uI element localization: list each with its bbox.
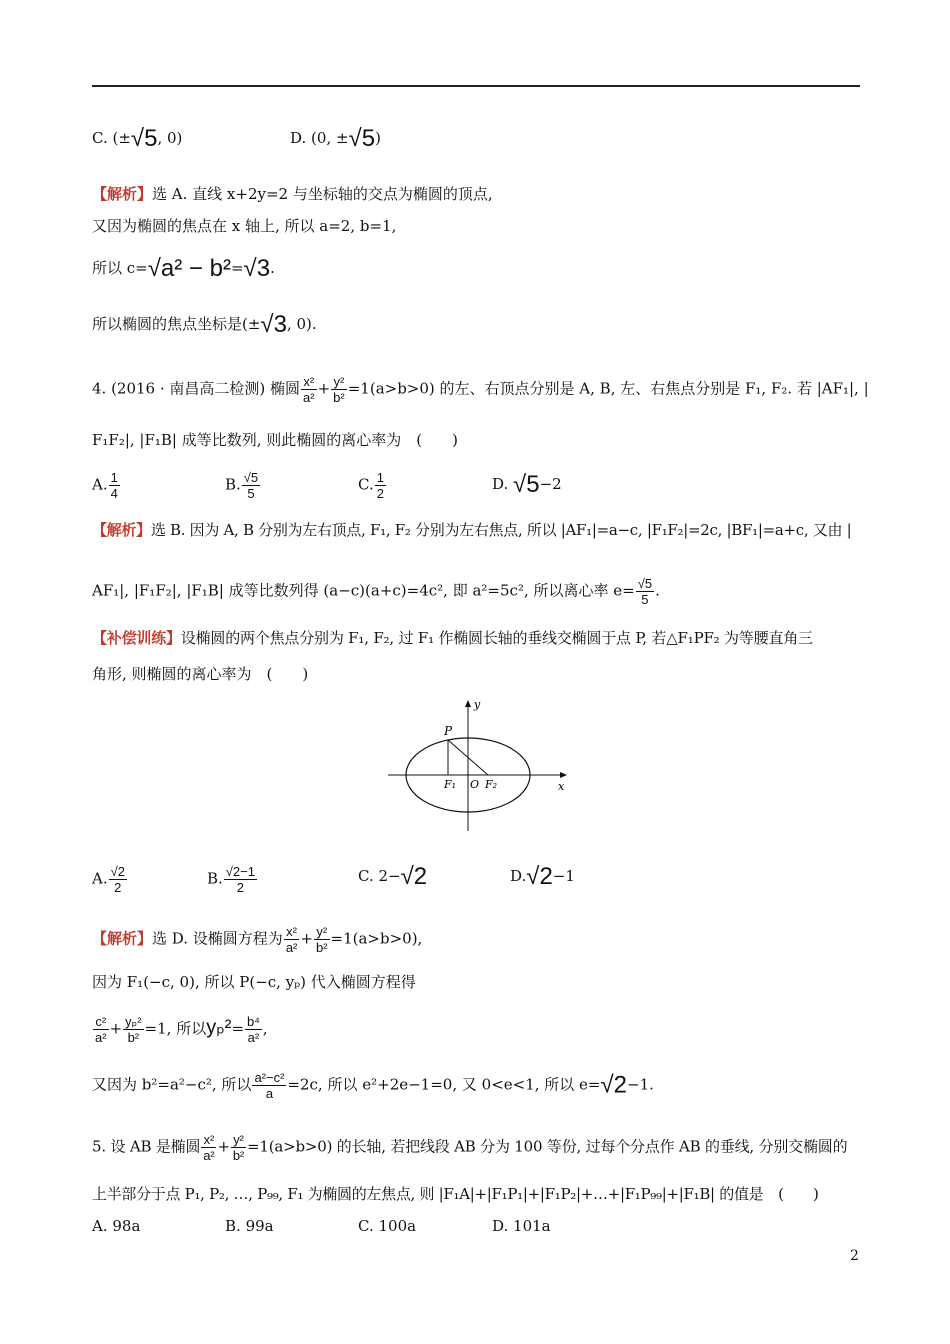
q3-analysis-line3: 所以 c=√a² − b²=√3. — [92, 255, 275, 282]
supp-analysis-line4: 又因为 b²=a²−c², 所以 $\frac{\text{a²−c²}}{a}$ =2c, 所以 e²+2e−1=0, 又 0<e<1, 所以 e=√2−1. — [92, 1070, 654, 1101]
q3-option-c: C. (±√5, 0) — [92, 125, 183, 152]
q5-option-d: D. 101a — [492, 1217, 551, 1235]
q3-analysis-line2: 又因为椭圆的焦点在 x 轴上, 所以 a=2, b=1, — [92, 217, 397, 235]
supp-option-a: A. $\frac{√2}{2}$ — [92, 864, 125, 895]
q5-stem-line2: 上半部分于点 P₁, P₂, …, P₉₉, F₁ 为椭圆的左焦点, 则 |F₁A|+|F₁P₁|+|F₁P₂|+…+|F₁P₉₉|+|F₁B| 的值是 ( ) — [92, 1185, 819, 1203]
supp-analysis-line3: $\frac{\text{c²}}{\text{a²}}$ + $\frac{\text{yₚ²}}{\text{b²}}$ =1, 所以yₚ²= $\frac{\text{b⁴}}{\text{a²}}$ , — [95, 1014, 268, 1045]
q3-analysis-line4: 所以椭圆的焦点坐标是(±√3, 0). — [92, 311, 317, 338]
q4-stem-line2: F₁F₂|, |F₁B| 成等比数列, 则此椭圆的离心率为 ( ) — [92, 431, 458, 449]
label-p: P — [444, 724, 453, 738]
ellipse-figure — [380, 695, 580, 835]
q3-analysis-line1: 【解析】选 A. 直线 x+2y=2 与坐标轴的交点为椭圆的顶点, — [92, 185, 493, 203]
supp-option-d: D.√2−1 — [510, 863, 575, 890]
q5-option-a: A. 98a — [92, 1217, 141, 1235]
q4-analysis-line1: 【解析】选 B. 因为 A, B 分别为左右顶点, F₁, F₂ 分别为左右焦点, 所以 |AF₁|=a−c, |F₁F₂|=2c, |BF₁|=a+c, 又由 | — [92, 521, 852, 539]
supp-analysis-line1: 【解析】选 D. 设椭圆方程为 $\frac{\text{x²}}{\text{a²}}$ + $\frac{\text{y²}}{\text{b²}}$ =1(a>b>0), — [92, 924, 423, 955]
header-rule — [92, 85, 860, 87]
q4-option-a: A. $\frac{1}{4}$ — [92, 470, 118, 501]
y-axis-arrow — [465, 700, 471, 707]
label-f1: F₁ — [444, 778, 457, 791]
q5-option-b: B. 99a — [225, 1217, 274, 1235]
q4-option-b: B. $\frac{√5}{5}$ — [225, 470, 259, 501]
x-axis-arrow — [560, 772, 567, 778]
supp-option-b: B. $\frac{√2-1}{2}$ — [207, 864, 255, 895]
label-y: y — [474, 698, 481, 711]
q4-option-d: D. √5−2 — [492, 471, 562, 498]
q5-option-c: C. 100a — [358, 1217, 417, 1235]
supp-option-c: C. 2−√2 — [358, 863, 428, 890]
supp-stem-line2: 角形, 则椭圆的离心率为 ( ) — [92, 665, 309, 683]
page-number: 2 — [850, 1248, 859, 1264]
supp-analysis-line2: 因为 F₁(−c, 0), 所以 P(−c, yₚ) 代入椭圆方程得 — [92, 973, 416, 991]
label-x: x — [558, 780, 565, 793]
q4-option-c: C. $\frac{1}{2}$ — [358, 470, 384, 501]
q4-stem-line1: 4. (2016 · 南昌高二检测) 椭圆 $\frac{\text{x²}}{\text{a²}}$ + $\frac{\text{y²}}{\text{b²}}$ =1(a>b>0) 的左、右顶点分别是 A, B, 左、右焦点分别是 F₁, F₂. 若 |AF₁|, | — [92, 374, 869, 405]
q4-analysis-line2: AF₁|, |F₁F₂|, |F₁B| 成等比数列得 (a−c)(a+c)=4c², 即 a²=5c², 所以离心率 e= $\frac{√5}{5}$ . — [92, 576, 660, 607]
q3-option-d: D. (0, ±√5) — [290, 125, 381, 152]
label-o: O — [470, 778, 480, 791]
q5-stem-line1: 5. 设 AB 是椭圆 $\frac{\text{x²}}{\text{a²}}$ + $\frac{\text{y²}}{\text{b²}}$ =1(a>b>0) 的长轴, 若把线段 AB 分为 100 等份, 过每个分点作 AB 的垂线, 分别交椭圆的 — [92, 1132, 848, 1163]
label-f2: F₂ — [485, 778, 498, 791]
supp-stem-line1: 【补偿训练】设椭圆的两个焦点分别为 F₁, F₂, 过 F₁ 作椭圆长轴的垂线交椭圆于点 P, 若△F₁PF₂ 为等腰直角三 — [92, 629, 813, 647]
